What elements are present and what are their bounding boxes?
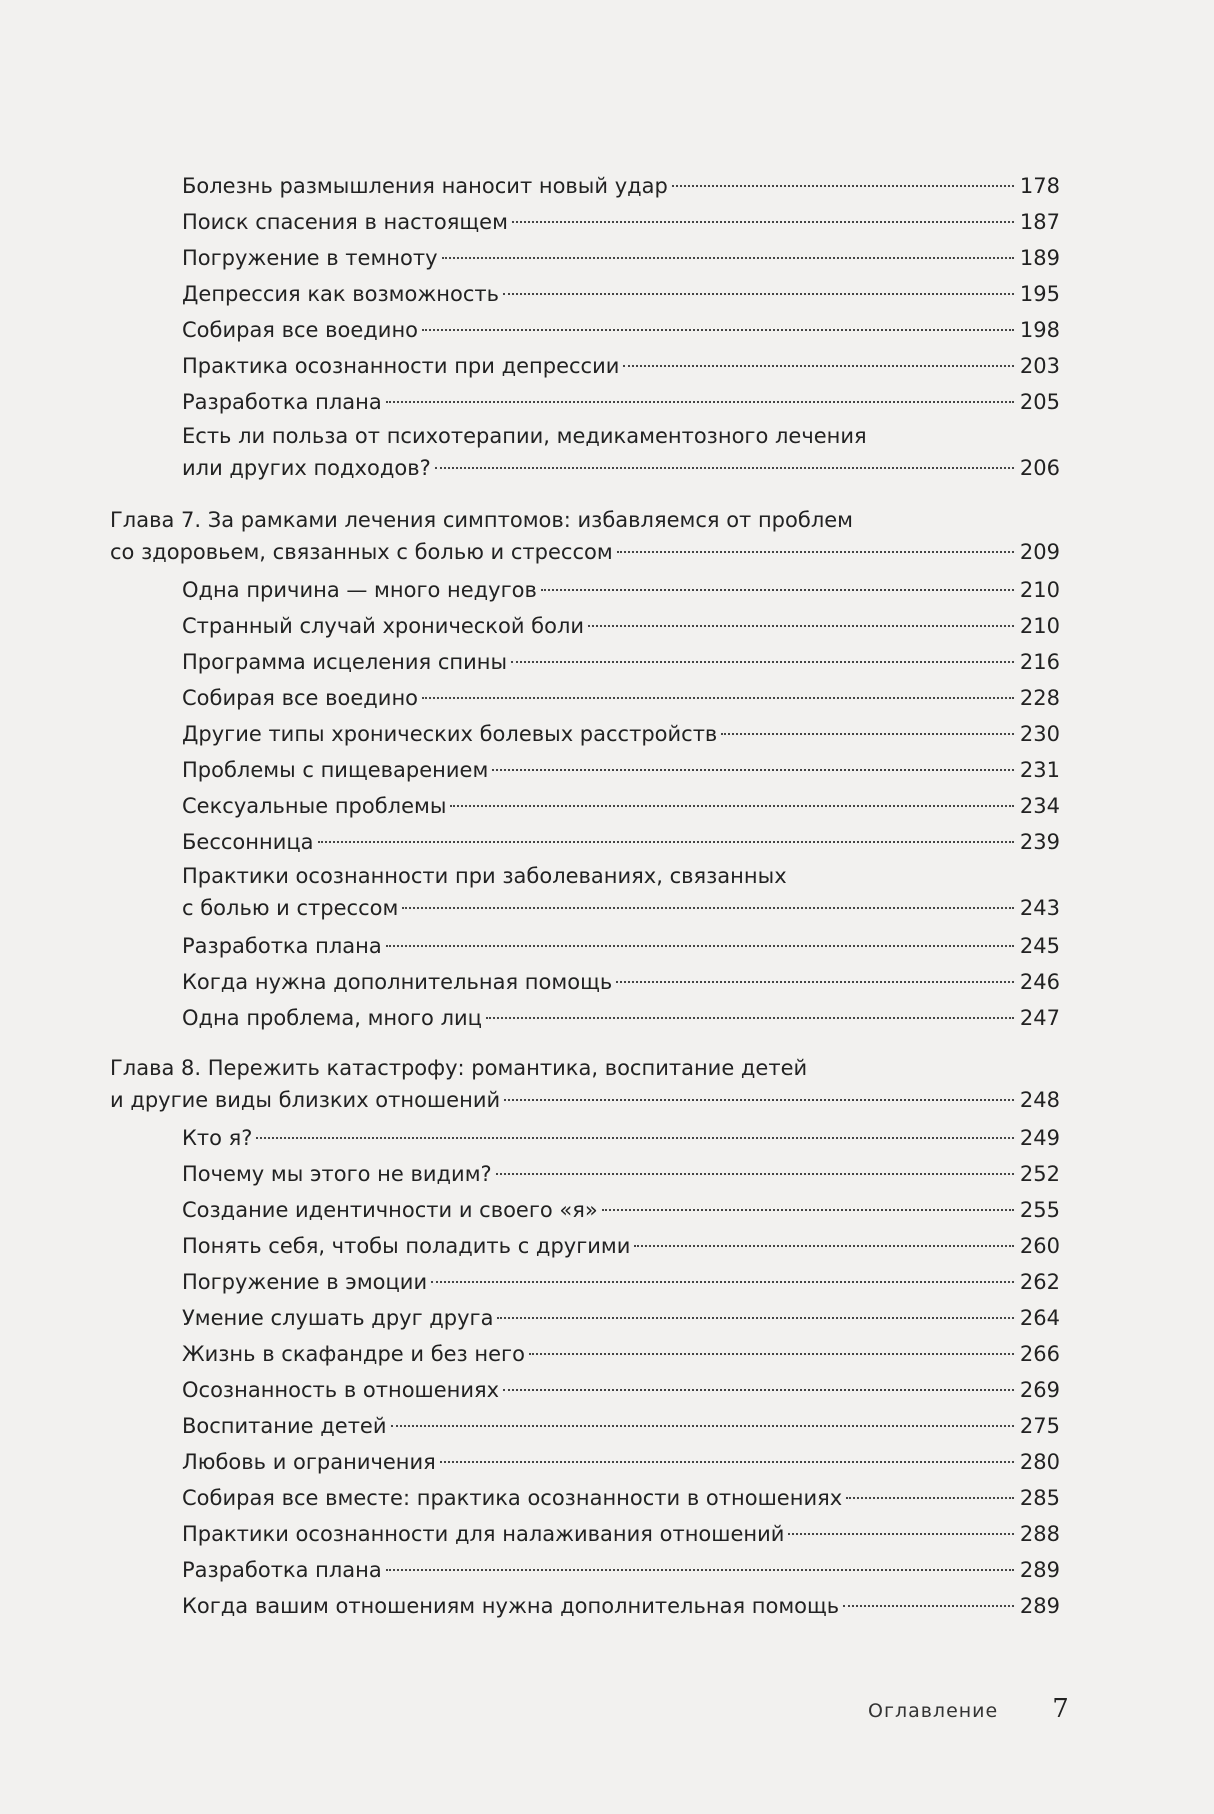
toc-entry-title: Любовь и ограничения — [182, 1450, 436, 1474]
toc-page-number: 246 — [1019, 970, 1060, 994]
chapter-title-line2: и другие виды близких отношений — [110, 1088, 501, 1112]
dot-leader — [511, 661, 1014, 663]
toc-page-number: 205 — [1019, 390, 1060, 414]
toc-section-2b — [110, 928, 1060, 1036]
toc-entry — [110, 312, 1060, 348]
dot-leader — [616, 981, 1014, 983]
toc-page-number: 209 — [1019, 540, 1060, 564]
toc-page-number: 252 — [1019, 1162, 1060, 1186]
toc-section-2 — [110, 572, 1060, 860]
dot-leader — [435, 467, 1014, 469]
toc-page-number: 262 — [1019, 1270, 1060, 1294]
toc-entry — [110, 1336, 1060, 1372]
toc-page-number: 189 — [1019, 246, 1060, 270]
dot-leader — [846, 1497, 1014, 1499]
dot-leader — [602, 1209, 1014, 1211]
toc-page-number: 198 — [1019, 318, 1060, 342]
toc-entry — [110, 1480, 1060, 1516]
toc-entry-title: Собирая все вместе: практика осознанности в отношениях — [182, 1486, 843, 1510]
toc-entry-title: Погружение в эмоции — [182, 1270, 428, 1294]
toc-page-number: 230 — [1019, 722, 1060, 746]
toc-entry — [110, 1408, 1060, 1444]
dot-leader — [256, 1137, 1014, 1139]
toc-entry — [110, 1552, 1060, 1588]
chapter-title-line1: Глава 8. Пережить катастрофу: романтика, воспитание детей — [110, 1056, 808, 1080]
dot-leader — [504, 1099, 1014, 1101]
toc-page-number: 234 — [1019, 794, 1060, 818]
toc-entry — [110, 1588, 1060, 1624]
chapter-7-heading — [110, 504, 1060, 572]
toc-entry-title: Воспитание детей — [182, 1414, 387, 1438]
dot-leader — [617, 551, 1014, 553]
toc-entry — [110, 608, 1060, 644]
dot-leader — [422, 329, 1014, 331]
toc-entry-title: Разработка плана — [182, 1558, 382, 1582]
chapter-title-line1: Глава 7. За рамками лечения симптомов: избавляемся от проблем — [110, 508, 853, 532]
toc-page-number: 289 — [1019, 1594, 1060, 1618]
dot-leader — [386, 401, 1014, 403]
toc-page-number: 275 — [1019, 1414, 1060, 1438]
toc-page-number: 195 — [1019, 282, 1060, 306]
dot-leader — [634, 1245, 1014, 1247]
toc-entry-title: Одна причина — много недугов — [182, 578, 537, 602]
toc-page-number: 266 — [1019, 1342, 1060, 1366]
toc-entry — [110, 680, 1060, 716]
dot-leader — [431, 1281, 1014, 1283]
toc-page-number: 289 — [1019, 1558, 1060, 1582]
toc-entry — [110, 572, 1060, 608]
dot-leader — [843, 1605, 1014, 1607]
toc-entry-title: Практики осознанности для налаживания отношений — [182, 1522, 785, 1546]
toc-page-number: 228 — [1019, 686, 1060, 710]
dot-leader — [386, 1569, 1014, 1571]
toc-entry-title: Странный случай хронической боли — [182, 614, 585, 638]
dot-leader — [391, 1425, 1015, 1427]
dot-leader — [503, 293, 1014, 295]
toc-page-number: 260 — [1019, 1234, 1060, 1258]
toc-page-number: 248 — [1019, 1088, 1060, 1112]
toc-section-1 — [110, 168, 1060, 420]
toc-entry-title: Понять себя, чтобы поладить с другими — [182, 1234, 631, 1258]
toc-entry-title: Когда вашим отношениям нужна дополнительная помощь — [182, 1594, 840, 1618]
toc-page-number: 187 — [1019, 210, 1060, 234]
dot-leader — [422, 697, 1014, 699]
toc-page-number: 203 — [1019, 354, 1060, 378]
toc-entry-title: Умение слушать друг друга — [182, 1306, 494, 1330]
dot-leader — [402, 907, 1014, 909]
dot-leader — [497, 1317, 1014, 1319]
toc-page-number: 210 — [1019, 578, 1060, 602]
toc-entry-multiline — [110, 860, 1060, 928]
toc-entry-title-line1: Практики осознанности при заболеваниях, связанных — [182, 864, 787, 888]
toc-entry — [110, 348, 1060, 384]
toc-entry — [110, 240, 1060, 276]
toc-entry-title: Одна проблема, много лиц — [182, 1006, 482, 1030]
toc-entry — [110, 1264, 1060, 1300]
toc-page-number: 243 — [1019, 896, 1060, 920]
dot-leader — [541, 589, 1014, 591]
toc-entry — [110, 1516, 1060, 1552]
dot-leader — [440, 1461, 1014, 1463]
toc-entry-title: Собирая все воедино — [182, 686, 419, 710]
toc-entry — [110, 1000, 1060, 1036]
page-footer — [868, 1694, 1069, 1724]
toc-page-number: 264 — [1019, 1306, 1060, 1330]
toc-page-number: 239 — [1019, 830, 1060, 854]
toc-page-number: 249 — [1019, 1126, 1060, 1150]
toc-entry-title: Депрессия как возможность — [182, 282, 499, 306]
toc-entry-title: Поиск спасения в настоящем — [182, 210, 508, 234]
toc-entry-title: Собирая все воедино — [182, 318, 419, 342]
toc-entry — [110, 788, 1060, 824]
table-of-contents — [110, 168, 1060, 1624]
dot-leader — [496, 1173, 1014, 1175]
toc-page-number: 247 — [1019, 1006, 1060, 1030]
toc-page-number: 280 — [1019, 1450, 1060, 1474]
dot-leader — [450, 805, 1014, 807]
dot-leader — [788, 1533, 1014, 1535]
running-footer-title: Оглавление — [868, 1700, 999, 1722]
dot-leader — [588, 625, 1014, 627]
toc-entry-title: Проблемы с пищеварением — [182, 758, 489, 782]
toc-entry-title: Погружение в темноту — [182, 246, 438, 270]
toc-entry-title: Кто я? — [182, 1126, 253, 1150]
toc-entry — [110, 204, 1060, 240]
toc-entry-multiline — [110, 420, 1060, 488]
dot-leader — [492, 769, 1014, 771]
toc-entry-title: Программа исцеления спины — [182, 650, 508, 674]
dot-leader — [721, 733, 1014, 735]
toc-entry-title-line2: с болью и стрессом — [182, 896, 399, 920]
toc-section-3 — [110, 1120, 1060, 1624]
toc-page-number: 288 — [1019, 1522, 1060, 1546]
toc-entry — [110, 1192, 1060, 1228]
toc-entry — [110, 1156, 1060, 1192]
toc-entry-title: Осознанность в отношениях — [182, 1378, 500, 1402]
toc-entry — [110, 1228, 1060, 1264]
toc-entry-title: Практика осознанности при депрессии — [182, 354, 620, 378]
toc-entry-title: Другие типы хронических болевых расстройств — [182, 722, 718, 746]
dot-leader — [529, 1353, 1014, 1355]
toc-entry — [110, 928, 1060, 964]
toc-entry — [110, 276, 1060, 312]
toc-entry — [110, 964, 1060, 1000]
chapter-8-heading — [110, 1052, 1060, 1120]
toc-page-number: 255 — [1019, 1198, 1060, 1222]
toc-entry — [110, 644, 1060, 680]
toc-page-number: 269 — [1019, 1378, 1060, 1402]
dot-leader — [442, 257, 1014, 259]
toc-entry-title: Создание идентичности и своего «я» — [182, 1198, 598, 1222]
dot-leader — [503, 1389, 1014, 1391]
toc-page-number: 231 — [1019, 758, 1060, 782]
toc-entry-title: Болезнь размышления наносит новый удар — [182, 174, 668, 198]
toc-page-number: 178 — [1019, 174, 1060, 198]
dot-leader — [512, 221, 1014, 223]
toc-entry — [110, 1120, 1060, 1156]
toc-entry-title-line1: Есть ли польза от психотерапии, медикаментозного лечения — [182, 424, 867, 448]
dot-leader — [623, 365, 1014, 367]
page-number: 7 — [1052, 1694, 1069, 1724]
toc-page-number: 245 — [1019, 934, 1060, 958]
dot-leader — [318, 841, 1014, 843]
toc-entry — [110, 1444, 1060, 1480]
toc-page-number: 285 — [1019, 1486, 1060, 1510]
toc-entry — [110, 716, 1060, 752]
toc-entry-title: Жизнь в скафандре и без него — [182, 1342, 525, 1366]
toc-entry — [110, 168, 1060, 204]
dot-leader — [486, 1017, 1014, 1019]
toc-entry — [110, 824, 1060, 860]
toc-page-number: 216 — [1019, 650, 1060, 674]
toc-page-number: 206 — [1019, 456, 1060, 480]
toc-entry-title: Почему мы этого не видим? — [182, 1162, 492, 1186]
chapter-title-line2: со здоровьем, связанных с болью и стрессом — [110, 540, 613, 564]
dot-leader — [672, 185, 1014, 187]
dot-leader — [386, 945, 1014, 947]
toc-entry — [110, 384, 1060, 420]
toc-entry-title: Когда нужна дополнительная помощь — [182, 970, 613, 994]
toc-entry-title-line2: или других подходов? — [182, 456, 431, 480]
toc-page-number: 210 — [1019, 614, 1060, 638]
toc-entry — [110, 752, 1060, 788]
toc-entry — [110, 1372, 1060, 1408]
toc-entry-title: Разработка плана — [182, 934, 382, 958]
toc-entry-title: Разработка плана — [182, 390, 382, 414]
toc-entry — [110, 1300, 1060, 1336]
toc-entry-title: Сексуальные проблемы — [182, 794, 447, 818]
toc-entry-title: Бессонница — [182, 830, 314, 854]
